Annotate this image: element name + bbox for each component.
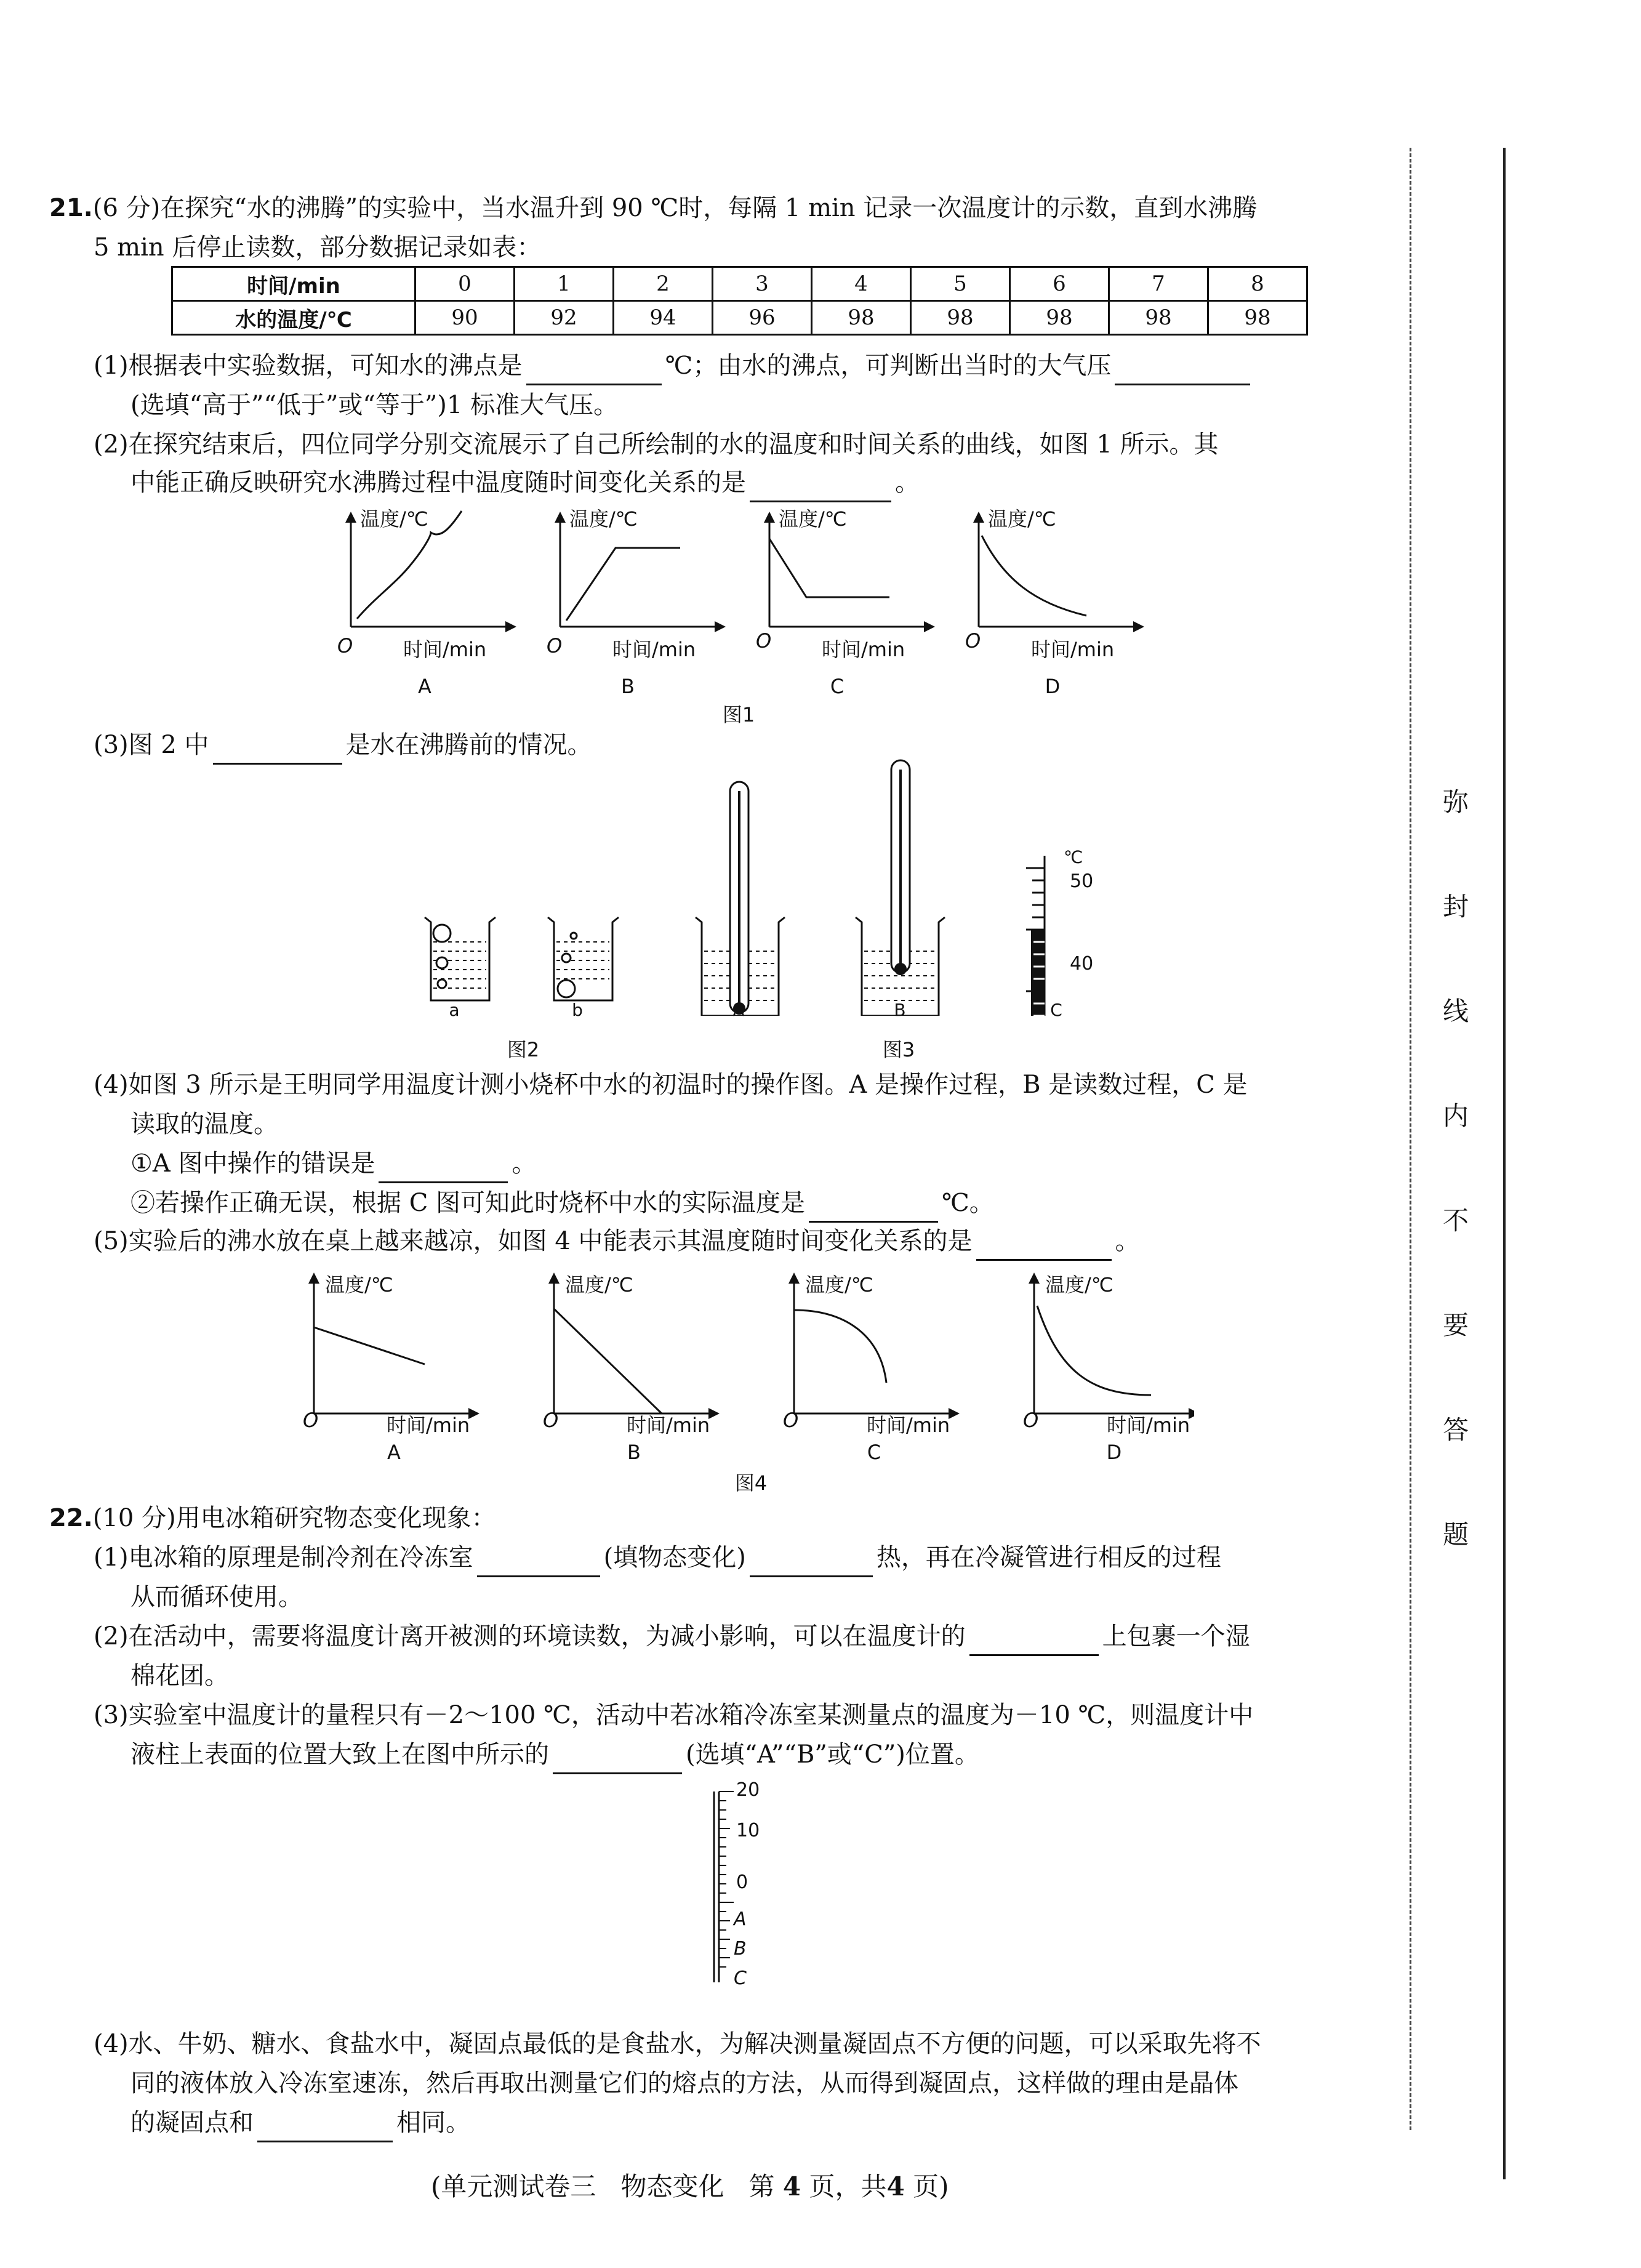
fig1-caption: 图1: [722, 703, 755, 726]
fig2-caption: 图2: [507, 1038, 540, 1061]
q22-p4-text-d: 相同。: [396, 2109, 470, 2137]
seal-text-char: 内: [1442, 1101, 1469, 1131]
q22-p4-line2: 同的液体放入冷冻室速冻，然后再取出测量它们的熔点的方法，从而得到凝固点，这样做的理由是晶体: [130, 2069, 1238, 2097]
table-cell: 4: [812, 267, 911, 301]
q22-p2-text-b: 上包裹一个湿: [1102, 1622, 1250, 1651]
q22-scale-tick-10: 10: [736, 1820, 760, 1841]
footer-chapter: 物态变化: [620, 2171, 724, 2202]
fig4-origin-c: O: [783, 1409, 799, 1432]
fig4-graph-d: [1034, 1278, 1194, 1413]
fig2-label-a: a: [449, 1000, 460, 1020]
seal-text-char: 不: [1442, 1205, 1469, 1236]
table-cell: 98: [1208, 301, 1307, 335]
seal-text-char: 题: [1442, 1519, 1469, 1550]
answer-blank[interactable]: [257, 2112, 393, 2142]
q21-p4-sub1-end: 。: [512, 1149, 537, 1178]
q21-intro-line2: 5 min 后停止读数，部分数据记录如表：: [94, 233, 542, 262]
fig4-xlabel-c: 时间/min: [867, 1413, 950, 1437]
answer-blank[interactable]: [553, 1744, 682, 1774]
footer-page-total: 4: [886, 2171, 905, 2202]
answer-blank[interactable]: [750, 472, 891, 502]
table-cell: 98: [1010, 301, 1109, 335]
fig4-xlabel-a: 时间/min: [387, 1413, 470, 1437]
footer-page-number: 4: [782, 2171, 801, 2202]
fig1-graph-d: [979, 517, 1139, 627]
q22-scale-tick-0: 0: [736, 1872, 748, 1893]
fig1-graph-c: [769, 517, 929, 627]
q21-intro-line1: [49, 188, 1257, 228]
table-cell: 5: [911, 267, 1010, 301]
answer-blank[interactable]: [750, 1547, 873, 1577]
q21-intro-text1: (6 分)在探究“水的沸腾”的实验中，当水温升到 90 ℃时，每隔 1 min 记录一次温度计的示数，直到水沸腾: [92, 194, 1258, 222]
table-cell: 2: [614, 267, 713, 301]
table-header-temp: 水的温度/℃: [172, 301, 415, 335]
fig4-origin-a: O: [303, 1409, 319, 1432]
fig4-caption: 图4: [734, 1471, 768, 1495]
q22-p1-text-b: (填物态变化): [603, 1543, 746, 1572]
q21-p4-sub1-text: ①A 图中操作的错误是: [130, 1149, 375, 1178]
margin-solid-line: [1503, 148, 1506, 2179]
answer-blank[interactable]: [1115, 355, 1250, 385]
q21-p1-text-a: (1)根据表中实验数据，可知水的沸点是: [94, 352, 523, 380]
fig3-label-a: A: [732, 1000, 745, 1020]
fig3-beaker-a: [696, 782, 785, 1016]
table-cell: 96: [713, 301, 812, 335]
q21-p2-line2: [130, 463, 920, 502]
q21-p2-line1: (2)在探究结束后，四位同学分别交流展示了自己所绘制的水的温度和时间关系的曲线，如图 1 所示。其: [94, 430, 1219, 459]
fig4-label-b: B: [627, 1441, 641, 1464]
seal-text-char: 弥: [1442, 787, 1469, 817]
answer-blank[interactable]: [379, 1153, 508, 1183]
table-cell: 6: [1010, 267, 1109, 301]
q22-intro: [49, 1498, 496, 1538]
footer-text: 第: [748, 2171, 775, 2202]
fig2-fig3-drawings: [400, 757, 1170, 1016]
footer-text: 页): [913, 2171, 949, 2202]
fig4-ylabel-b: 温度/℃: [565, 1273, 633, 1297]
table-cell: 1: [515, 267, 614, 301]
table-cell: 3: [713, 267, 812, 301]
answer-blank[interactable]: [976, 1231, 1112, 1261]
fig1-origin-c: O: [756, 629, 772, 653]
q21-data-table: [171, 266, 1308, 336]
seal-text-char: 要: [1442, 1310, 1469, 1340]
fig4-ylabel-c: 温度/℃: [805, 1273, 873, 1297]
fig4-ylabel-a: 温度/℃: [325, 1273, 393, 1297]
q22-p3-line1: (3)实验室中温度计的量程只有－2～100 ℃，活动中若冰箱冷冻室某测量点的温度为－10 ℃，则温度计中: [94, 1701, 1254, 1729]
fig1-origin-d: O: [965, 629, 981, 653]
table-cell: 98: [812, 301, 911, 335]
q21-p4-sub1: [130, 1144, 536, 1183]
q21-number: 21.: [49, 194, 93, 222]
page-footer: [431, 2167, 949, 2206]
fig4-origin-d: O: [1023, 1409, 1039, 1432]
fig1-xlabel-c: 时间/min: [822, 638, 905, 661]
fig4-graph-c: [794, 1278, 954, 1413]
q21-p1-line2: (选填“高于”“低于”或“等于”)1 标准大气压。: [130, 391, 619, 419]
fig1-xlabel-d: 时间/min: [1031, 638, 1115, 661]
q22-intro-text: (10 分)用电冰箱研究物态变化现象：: [92, 1504, 496, 1532]
q22-scale-tick-20: 20: [736, 1779, 760, 1801]
answer-blank[interactable]: [213, 734, 342, 765]
q21-p1-text-b: ℃；由水的沸点，可判断出当时的大气压: [665, 352, 1112, 380]
q22-number: 22.: [49, 1504, 93, 1532]
q22-p3-text-c: (选填“A”“B”或“C”)位置。: [686, 1740, 979, 1769]
table-cell: 98: [911, 301, 1010, 335]
fig4-origin-b: O: [543, 1409, 559, 1432]
q21-p5-end: 。: [1115, 1227, 1140, 1255]
answer-blank[interactable]: [969, 1626, 1099, 1656]
fig3-tick-40: 40: [1070, 953, 1094, 975]
footer-text: 页，共: [809, 2171, 887, 2202]
q21-p4-sub2-text: ②若操作正确无误，根据 C 图可知此时烧杯中水的实际温度是: [130, 1189, 806, 1217]
fig4-label-d: D: [1106, 1441, 1122, 1464]
fig1-xlabel-a: 时间/min: [403, 638, 487, 661]
q22-scale-mark-a: A: [734, 1908, 747, 1930]
q21-p4-sub2-end: ℃。: [942, 1189, 994, 1217]
q21-p4-line1: (4)如图 3 所示是王明同学用温度计测小烧杯中水的初温时的操作图。A 是操作过程，B 是读数过程，C 是: [94, 1071, 1248, 1099]
table-cell: 92: [515, 301, 614, 335]
fig4-label-c: C: [867, 1441, 881, 1464]
fig3-unit: ℃: [1064, 847, 1083, 867]
seal-dashed-line: [1410, 148, 1411, 2130]
fig1-xlabel-b: 时间/min: [612, 638, 696, 661]
table-header-time: 时间/min: [172, 267, 415, 301]
fig3-tick-50: 50: [1070, 871, 1094, 892]
fig3-label-b: B: [894, 1000, 906, 1020]
fig1-origin-a: O: [337, 634, 353, 657]
q22-p1-line1: [94, 1538, 1221, 1577]
q21-p5-line: [94, 1221, 1140, 1261]
q21-p3-text-a: (3)图 2 中: [94, 731, 209, 759]
q21-p5-text: (5)实验后的沸水放在桌上越来越凉，如图 4 中能表示其温度随时间变化关系的是: [94, 1227, 973, 1255]
table-cell: 90: [415, 301, 515, 335]
q21-p2-text-b: 中能正确反映研究水沸腾过程中温度随时间变化关系的是: [130, 468, 746, 497]
fig3-beaker-b: [856, 760, 945, 1016]
q21-p4-line2: 读取的温度。: [130, 1110, 278, 1138]
table-cell: 98: [1109, 301, 1208, 335]
seal-text-char: 线: [1442, 996, 1469, 1026]
fig4-xlabel-b: 时间/min: [627, 1413, 710, 1437]
q21-p2-end: 。: [895, 468, 920, 497]
fig2-label-b: b: [572, 1000, 583, 1020]
table-cell: 7: [1109, 267, 1208, 301]
q21-p1-line1: [94, 346, 1254, 385]
fig4-label-a: A: [387, 1441, 401, 1464]
fig4-xlabel-d: 时间/min: [1107, 1413, 1190, 1437]
fig1-ylabel-b: 温度/℃: [569, 507, 638, 531]
table-row-time: [172, 267, 1307, 301]
q22-p4-line1: (4)水、牛奶、糖水、食盐水中，凝固点最低的是食盐水，为解决测量凝固点不方便的问题，可以采取先将不: [94, 2030, 1261, 2058]
footer-title: (单元测试卷三: [431, 2171, 596, 2202]
q22-p2-text-a: (2)在活动中，需要将温度计离开被测的环境读数，为减小影响，可以在温度计的: [94, 1622, 966, 1651]
fig1-ylabel-d: 温度/℃: [988, 507, 1056, 531]
fig4-ylabel-d: 温度/℃: [1045, 1273, 1113, 1297]
q21-p4-sub2: [130, 1183, 994, 1223]
table-cell: 8: [1208, 267, 1307, 301]
fig2-beaker-b: [548, 917, 619, 1000]
q22-p4-text-c: 的凝固点和: [130, 2109, 254, 2137]
q22-p2-line2: 棉花团。: [130, 1662, 229, 1690]
q22-p4-line3: [130, 2103, 470, 2142]
q22-p1-text-a: (1)电冰箱的原理是制冷剂在冷冻室: [94, 1543, 473, 1572]
q22-p3-text-b: 液柱上表面的位置大致上在图中所示的: [130, 1740, 549, 1769]
fig1-graph-b: [560, 517, 720, 627]
table-row-temp: [172, 301, 1307, 335]
q21-p3-text-b: 是水在沸腾前的情况。: [345, 731, 592, 759]
q22-scale-mark-b: B: [734, 1938, 747, 1960]
answer-blank[interactable]: [477, 1547, 600, 1577]
fig2-beaker-a: [425, 917, 496, 1000]
q22-p2-line1: [94, 1617, 1250, 1656]
fig1-label-c: C: [830, 675, 845, 698]
fig3-label-c: C: [1050, 1000, 1062, 1020]
seal-text-char: 封: [1442, 891, 1469, 922]
answer-blank[interactable]: [526, 355, 662, 385]
fig1-ylabel-a: 温度/℃: [360, 507, 428, 531]
fig1-origin-b: O: [547, 634, 563, 657]
fig4-graph-a: [314, 1278, 474, 1413]
q22-scale-mark-c: C: [734, 1968, 747, 1989]
table-cell: 0: [415, 267, 515, 301]
fig1-label-a: A: [418, 675, 431, 698]
q22-p1-text-c: 热，再在冷凝管进行相反的过程: [876, 1543, 1221, 1572]
fig1-label-b: B: [621, 675, 635, 698]
fig1-label-d: D: [1045, 675, 1061, 698]
q22-p1-line2: 从而循环使用。: [130, 1583, 303, 1611]
fig3-scale-c: [1026, 856, 1045, 1016]
seal-text-char: 答: [1442, 1415, 1469, 1445]
q22-p3-line2: [130, 1735, 979, 1774]
fig3-caption: 图3: [882, 1038, 915, 1061]
fig4-graph-b: [554, 1278, 714, 1413]
answer-blank[interactable]: [809, 1192, 938, 1223]
fig1-ylabel-c: 温度/℃: [779, 507, 847, 531]
table-cell: 94: [614, 301, 713, 335]
